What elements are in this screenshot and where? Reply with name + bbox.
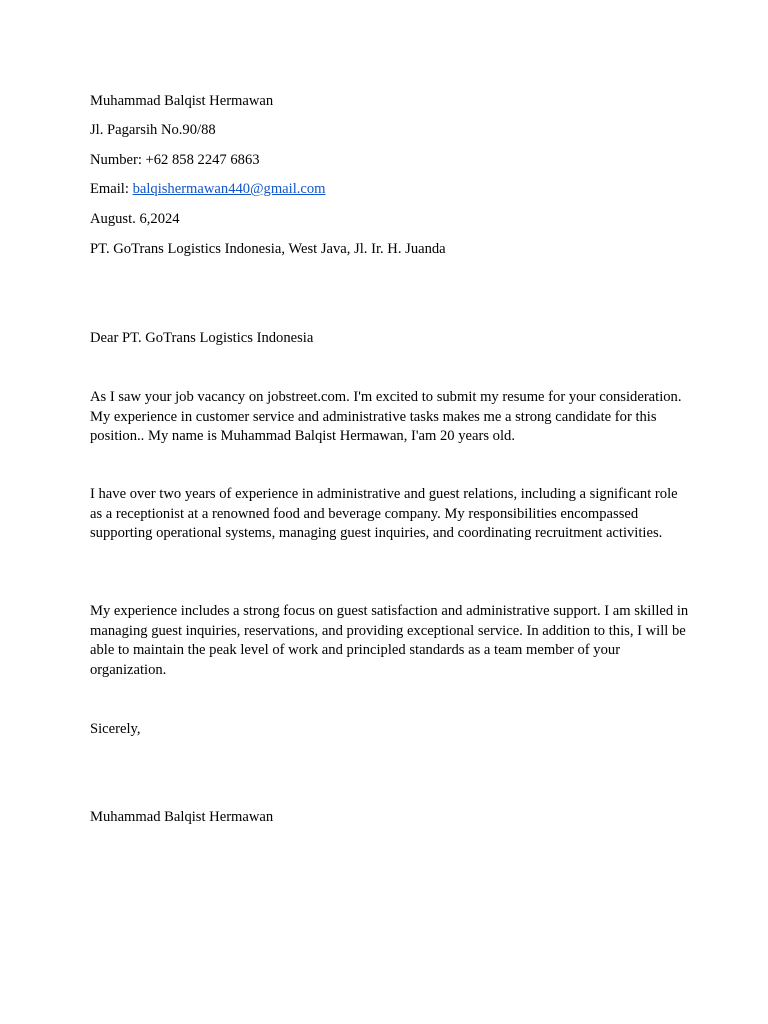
closing: Sicerely, (90, 721, 141, 737)
email-label: Email: (90, 181, 133, 197)
salutation: Dear PT. GoTrans Logistics Indonesia (90, 330, 314, 346)
sender-address: Jl. Pagarsih No.90/88 (90, 122, 216, 138)
letter-date: August. 6,2024 (90, 211, 180, 227)
sender-name: Muhammad Balqist Hermawan (90, 93, 274, 109)
sender-email-line (90, 180, 326, 200)
email-link[interactable]: balqishermawan440@gmail.com (132, 181, 326, 197)
signature: Muhammad Balqist Hermawan (90, 809, 274, 825)
paragraph-intro: As I saw your job vacancy on jobstreet.com. I'm excited to submit my resume for your consideration. My experience in customer service and administrative tasks makes me a strong candidate for this position.. My name is Muhammad Balqist Hermawan, I'am 20 years old. (90, 389, 682, 444)
recipient-address: PT. GoTrans Logistics Indonesia, West Java, Jl. Ir. H. Juanda (90, 241, 446, 257)
paragraph-skills: My experience includes a strong focus on guest satisfaction and administrative support. I am skilled in managing guest inquiries, reservations, and providing exceptional service. In addition to this, I will be able to maintain the peak level of work and principled standards as a team member of your organization. (90, 603, 689, 678)
paragraph-experience: I have over two years of experience in administrative and guest relations, including a significant role as a receptionist at a renowned food and beverage company. My responsibilities encompassed supporting operational systems, managing guest inquiries, and coordinating recruitment activities. (90, 486, 678, 541)
sender-phone: Number: +62 858 2247 6863 (90, 152, 260, 168)
